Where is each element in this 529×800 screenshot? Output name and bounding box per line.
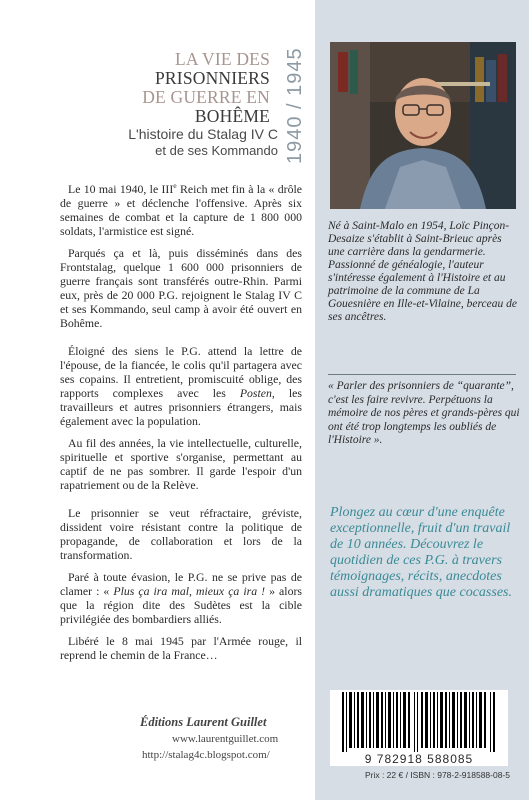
author-quote: « Parler des prisonniers de “quarante”, c'est les faire revivre. Perpétuons la mémoire de nos pères et grands-pères qui ont été trop longtemps les oubliés de l'Histoire ».: [328, 380, 520, 446]
synopsis-paragraph: Le prisonnier se veut réfractaire, gréviste, dissident voire résistant contre la politique de propagande, de collaboration et lors de la transformation.: [60, 506, 302, 562]
price-isbn: Prix : 22 € / ISBN : 978-2-918588-08-5: [364, 770, 510, 780]
title-line-2: PRISONNIERS: [154, 68, 270, 88]
title-line-4: BOHÊME: [194, 106, 270, 126]
title-line-3: DE GUERRE EN: [142, 87, 270, 107]
author-bio: Né à Saint-Malo en 1954, Loïc Pinçon-Desaize s'établit à Saint-Brieuc après une carrière dans la gendarmerie. Passionné de généalogie, l'auteur s'intéresse également à l'Histoire et au patrimoine de la commune de La Gouesnière en Ille-et-Vilaine, berceau de ses ancêtres.: [328, 220, 517, 323]
publisher-name: Éditions Laurent Guillet: [140, 715, 267, 729]
title-line-1: LA VIE DES: [174, 49, 270, 69]
synopsis-paragraph: Paré à toute évasion, le P.G. ne se prive pas de clamer : « Plus ça ira mal, mieux ça ira ! » alors que la région dite des Sudètes est la cible privilégiée des bombardiers alliés.: [60, 570, 302, 626]
synopsis-paragraph: Au fil des années, la vie intellectuelle, culturelle, spirituelle et sportive s'organise, permettant au captif de ne pas sombrer. Il garde l'espoir d'un rapatriement ou de la Relève.: [60, 436, 302, 492]
years-vertical: 1940 / 1945: [284, 47, 306, 164]
book-subtitle: [118, 126, 278, 159]
publisher-website[interactable]: www.laurentguillet.com: [172, 733, 279, 745]
synopsis-paragraph: Parqués ça et là, puis disséminés dans des Frontstalag, quelque 1 600 000 prisonniers de guerre français sont transférés outre-Rhin. Parmi eux, près de 20 000 P.G. rejoignent le Stalag IV C et ses Kommando, seul camp à avoir été ouvert en Bohême.: [60, 246, 302, 330]
synopsis-paragraph: Le 10 mai 1940, le IIIe Reich met fin à la « drôle de guerre » et déclenche l'offensive. Après six semaines de combat et la capture de 1 800 000 soldats, l'armistice est signé.: [60, 181, 302, 238]
synopsis-text: [60, 182, 302, 670]
synopsis-paragraph: Éloigné des siens le P.G. attend la lettre de l'épouse, de la fiancée, le colis qu'il partagera avec ses copains. Il entretient, promiscuité oblige, des rapports complexes avec les Posten, les travailleurs et autres prisonniers étrangers, mais également avec la population.: [60, 344, 302, 428]
isbn-barcode: [330, 690, 508, 752]
barcode-icon: [330, 690, 508, 752]
book-title: [100, 50, 270, 126]
separator-line: [328, 374, 516, 375]
subtitle-line-1: L'histoire du Stalag IV C: [128, 126, 278, 142]
author-photo: [330, 42, 516, 209]
subtitle-line-2: et de ses Kommando: [155, 143, 278, 158]
publisher-blog[interactable]: http://stalag4c.blogspot.com/: [142, 749, 270, 761]
barcode-digits: 9 782918 588085: [330, 752, 508, 766]
book-pitch: Plongez au cœur d'une enquête exceptionnelle, fruit d'un travail de 10 années. Découvrez le quotidien de ces P.G. à travers témoignages, récits, anecdotes aussi dramatiques que cocasses.: [330, 505, 512, 600]
author-photo-illustration: [330, 42, 516, 209]
synopsis-paragraph: Libéré le 8 mai 1945 par l'Armée rouge, il reprend le chemin de la France…: [60, 634, 302, 662]
